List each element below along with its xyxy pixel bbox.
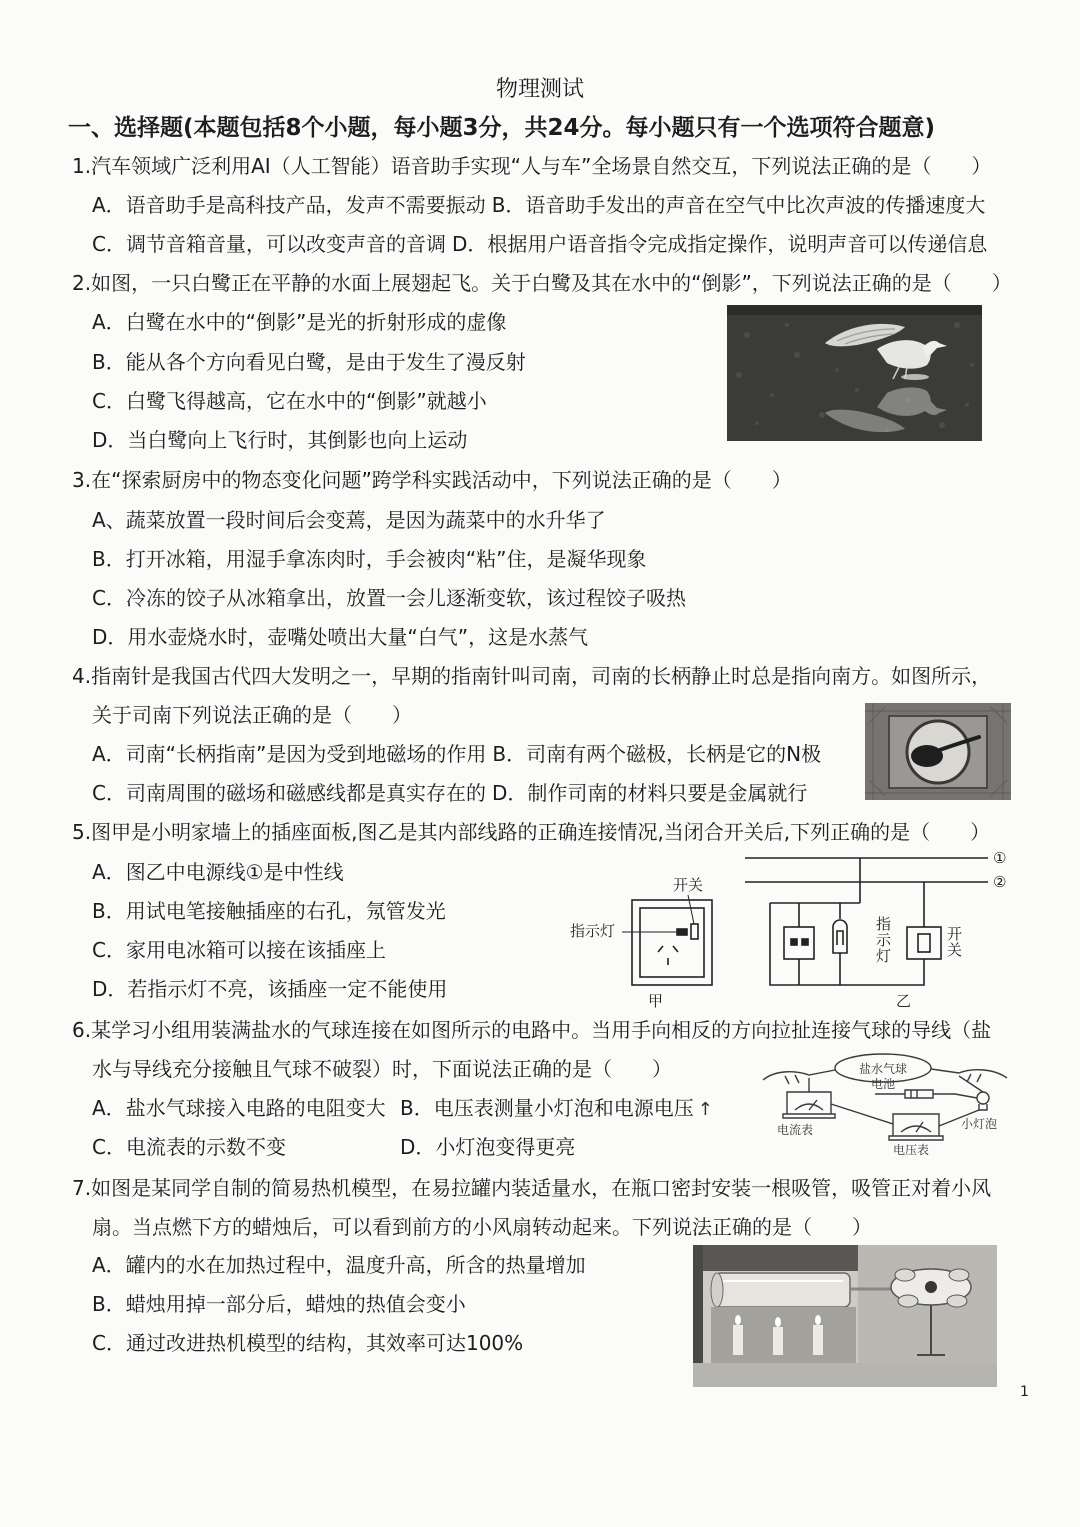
question-5-option-b	[92, 899, 446, 923]
question-5-option-c	[92, 938, 386, 962]
option-label: D．	[451, 232, 488, 256]
socket-hole-right	[802, 939, 808, 945]
option-label: D．	[400, 1135, 436, 1159]
option-c	[92, 781, 486, 805]
question-3-option-c	[92, 586, 686, 610]
option-label: B．	[92, 350, 126, 374]
question-7-option-b	[92, 1292, 466, 1316]
question-5-option-d	[92, 977, 447, 1001]
question-6-option-c	[92, 1135, 286, 1159]
question-3-option-a	[92, 508, 606, 532]
question-6-option-b	[400, 1096, 713, 1122]
option-label: D．	[92, 977, 128, 1001]
page-number: 1	[1020, 1384, 1029, 1400]
option-text: 电流表的示数不变	[125, 1135, 286, 1159]
option-text: 家用电冰箱可以接在该插座上	[125, 938, 386, 962]
option-label: C．	[92, 232, 126, 256]
option-label: C．	[92, 781, 126, 805]
option-text: 白鹭在水中的“倒影”是光的折射形成的虚像	[125, 310, 507, 334]
option-text: 盐水气球接入电路的电阻变大	[125, 1096, 386, 1120]
question-7-option-a	[92, 1253, 586, 1277]
option-label: B．	[92, 547, 126, 571]
photo-dark-band	[727, 305, 982, 315]
option-label: C．	[92, 586, 126, 610]
circuit-indicator-label: 指示灯	[874, 916, 892, 964]
option-label: A．	[92, 193, 126, 217]
option-label: C．	[92, 389, 126, 413]
socket-panel-inner	[640, 908, 704, 977]
balloon-label: 盐水气球	[859, 1062, 908, 1076]
question-4-stem-line-1: 4.指南针是我国古代四大发明之一，早期的指南针叫司南，司南的长柄静止时总是指向南方。如图所示，	[72, 664, 992, 688]
option-a	[92, 193, 486, 217]
option-a	[92, 742, 486, 766]
option-text: 根据用户语音指令完成指定操作，说明声音可以传递信息	[487, 232, 988, 256]
question-6-option-a	[92, 1096, 386, 1120]
option-label: B．	[491, 193, 526, 217]
question-6-option-d	[400, 1135, 575, 1159]
circuit-socket	[784, 927, 814, 959]
option-text: 打开冰箱，用湿手拿冻肉时，手会被肉“粘”住，是凝华现象	[125, 547, 647, 571]
option-text: 语音助手发出的声音在空气中比次声波的传播速度大	[525, 193, 986, 217]
salt-water-balloon-circuit-figure	[755, 1048, 1013, 1162]
candle-stand	[711, 1307, 856, 1363]
panel-indicator	[677, 929, 687, 935]
option-text: 用水壶烧水时，壶嘴处喷出大量“白气”，这是水蒸气	[127, 625, 589, 649]
option-label: B．	[92, 1292, 126, 1316]
question-3-stem: 3.在“探索厨房中的物态变化问题”跨学科实践活动中，下列说法正确的是（ ）	[72, 468, 792, 492]
option-text: 能从各个方向看见白鹭，是由于发生了漫反射	[125, 350, 526, 374]
question-5-stem: 5.图甲是小明家墙上的插座面板,图乙是其内部线路的正确连接情况,当闭合开关后,下列正确的是（ ）	[72, 820, 991, 844]
bulb-label: 小灯泡	[961, 1117, 998, 1131]
question-6-stem-line-2: 水与导线充分接触且气球不破裂）时，下面说法正确的是（ ）	[92, 1057, 672, 1081]
option-text: 司南周围的磁场和磁感线都是真实存在的	[125, 781, 486, 805]
question-4-stem-line-2: 关于司南下列说法正确的是（ ）	[92, 703, 412, 727]
panel-switch	[691, 924, 698, 939]
question-5-option-a	[92, 860, 344, 884]
question-3-option-d	[92, 625, 588, 649]
option-label: A、	[92, 508, 126, 532]
question-4-options-row-1	[92, 742, 821, 766]
question-2-option-d	[92, 428, 467, 452]
voltmeter	[889, 1114, 943, 1140]
option-text: 白鹭飞得越高，它在水中的“倒影”就越小	[125, 389, 487, 413]
panel-switch-label: 开关	[673, 876, 704, 894]
option-text: 司南“长柄指南”是因为受到地磁场的作用	[125, 742, 487, 766]
option-text: 当白鹭向上飞行时，其倒影也向上运动	[127, 428, 468, 452]
panel-indicator-label: 指示灯	[570, 922, 616, 940]
question-2-stem: 2.如图，一只白鹭正在平静的水面上展翅起飞。关于白鹭及其在水中的“倒影”，下列说法正确的是（ ）	[72, 271, 1012, 295]
socket-panel-outer	[632, 900, 712, 985]
option-text: 通过改进热机模型的结构，其效率可达100%	[125, 1331, 524, 1355]
option-b	[492, 742, 821, 766]
question-7-stem-line-2: 扇。当点燃下方的蜡烛后，可以看到前方的小风扇转动起来。下列说法正确的是（ ）	[92, 1215, 872, 1239]
option-text: 调节音箱音量，可以改变声音的音调	[125, 232, 446, 256]
egret-photo	[727, 305, 982, 441]
figure-caption-yi: 乙	[896, 992, 912, 1010]
socket-circuit-figure	[560, 845, 1020, 995]
option-label: A．	[92, 310, 126, 334]
socket-hole-left	[791, 939, 797, 945]
left-hand	[763, 1070, 835, 1084]
socket-holes	[658, 946, 678, 965]
option-text: 用试电笔接触插座的右孔，氖管发光	[125, 899, 446, 923]
sinan-compass-photo	[865, 703, 1011, 800]
figure-caption-jia: 甲	[648, 992, 664, 1010]
right-hand	[931, 1069, 1007, 1082]
option-text: 冷冻的饺子从冰箱拿出，放置一会儿逐渐变软，该过程饺子吸热	[125, 586, 686, 610]
battery	[905, 1090, 933, 1098]
question-1-options-row-1	[92, 193, 985, 217]
option-label: D．	[491, 781, 528, 805]
option-text: 电压表测量小灯泡和电源电压	[433, 1096, 694, 1120]
heat-engine-photo	[693, 1245, 997, 1387]
circuit-switch-label: 开关	[945, 926, 963, 958]
power-line-2-label: ②	[993, 873, 1007, 891]
option-text: 若指示灯不亮，该插座一定不能使用	[127, 977, 448, 1001]
circuit-indicator-lamp	[833, 920, 847, 953]
option-text: 小灯泡变得更亮	[435, 1135, 576, 1159]
option-text: 图乙中电源线①是中性线	[125, 860, 344, 884]
question-1-options-row-2	[92, 232, 987, 256]
question-6-stem-line-1: 6.某学习小组用装满盐水的气球连接在如图所示的电路中。当用手向相反的方向拉扯连接气球的导线（盐	[72, 1018, 992, 1042]
option-label: A．	[92, 742, 126, 766]
circuit-switch-toggle	[918, 934, 930, 952]
question-2-option-b	[92, 350, 526, 374]
page-title: 物理测试	[495, 77, 584, 102]
top-wire	[770, 858, 860, 903]
section-heading: 一、选择题(本题包括8个小题，每小题3分，共24分。每小题只有一个选项符合题意)	[68, 115, 936, 141]
power-line-1-label: ①	[993, 849, 1007, 867]
battery-label: 电池	[871, 1077, 896, 1091]
option-label: A．	[92, 1096, 126, 1120]
photo-dark-top	[693, 1245, 858, 1271]
option-text: 蜡烛用掉一部分后，蜡烛的热值会变小	[125, 1292, 466, 1316]
question-3-option-b	[92, 547, 646, 571]
option-text: 蔬菜放置一段时间后会变蔫，是因为蔬菜中的水升华了	[125, 508, 606, 532]
question-1-stem: 1.汽车领域广泛利用AI（人工智能）语音助手实现“人与车”全场景自然交互，下列说法正确的是（ ）	[72, 154, 992, 178]
bulb-icon	[977, 1092, 989, 1110]
option-label: B．	[92, 899, 126, 923]
option-d	[492, 781, 807, 805]
question-7-option-c	[92, 1331, 523, 1355]
option-text: 司南有两个磁极，长柄是它的N极	[526, 742, 822, 766]
option-label: C．	[92, 938, 126, 962]
option-label: C．	[92, 1135, 126, 1159]
option-text: 罐内的水在加热过程中，温度升高，所含的热量增加	[125, 1253, 586, 1277]
option-c	[92, 232, 446, 256]
ammeter	[783, 1092, 835, 1118]
question-2-option-c	[92, 389, 487, 413]
option-label: B．	[492, 742, 527, 766]
voltmeter-label: 电压表	[893, 1143, 930, 1157]
circuit-switch	[907, 927, 941, 959]
option-label: D．	[92, 625, 128, 649]
option-label: A．	[92, 860, 126, 884]
soda-can	[711, 1273, 850, 1307]
option-label: D．	[92, 428, 128, 452]
ammeter-label: 电流表	[777, 1123, 814, 1137]
option-d	[452, 232, 987, 256]
question-2-option-a	[92, 310, 506, 334]
option-b	[492, 193, 986, 217]
option-text: 制作司南的材料只要是金属就行	[527, 781, 808, 805]
arrow-mark: ↑	[697, 1099, 713, 1120]
option-label: C．	[92, 1331, 126, 1355]
question-7-stem-line-1: 7.如图是某同学自制的简易热机模型，在易拉罐内装适量水，在瓶口密封安装一根吸管，吸管正对着小风	[72, 1176, 992, 1200]
option-text: 语音助手是高科技产品，发声不需要振动	[125, 193, 486, 217]
option-label: B．	[400, 1096, 434, 1120]
question-4-options-row-2	[92, 781, 807, 805]
photo-floor	[693, 1363, 997, 1387]
option-label: A．	[92, 1253, 126, 1277]
